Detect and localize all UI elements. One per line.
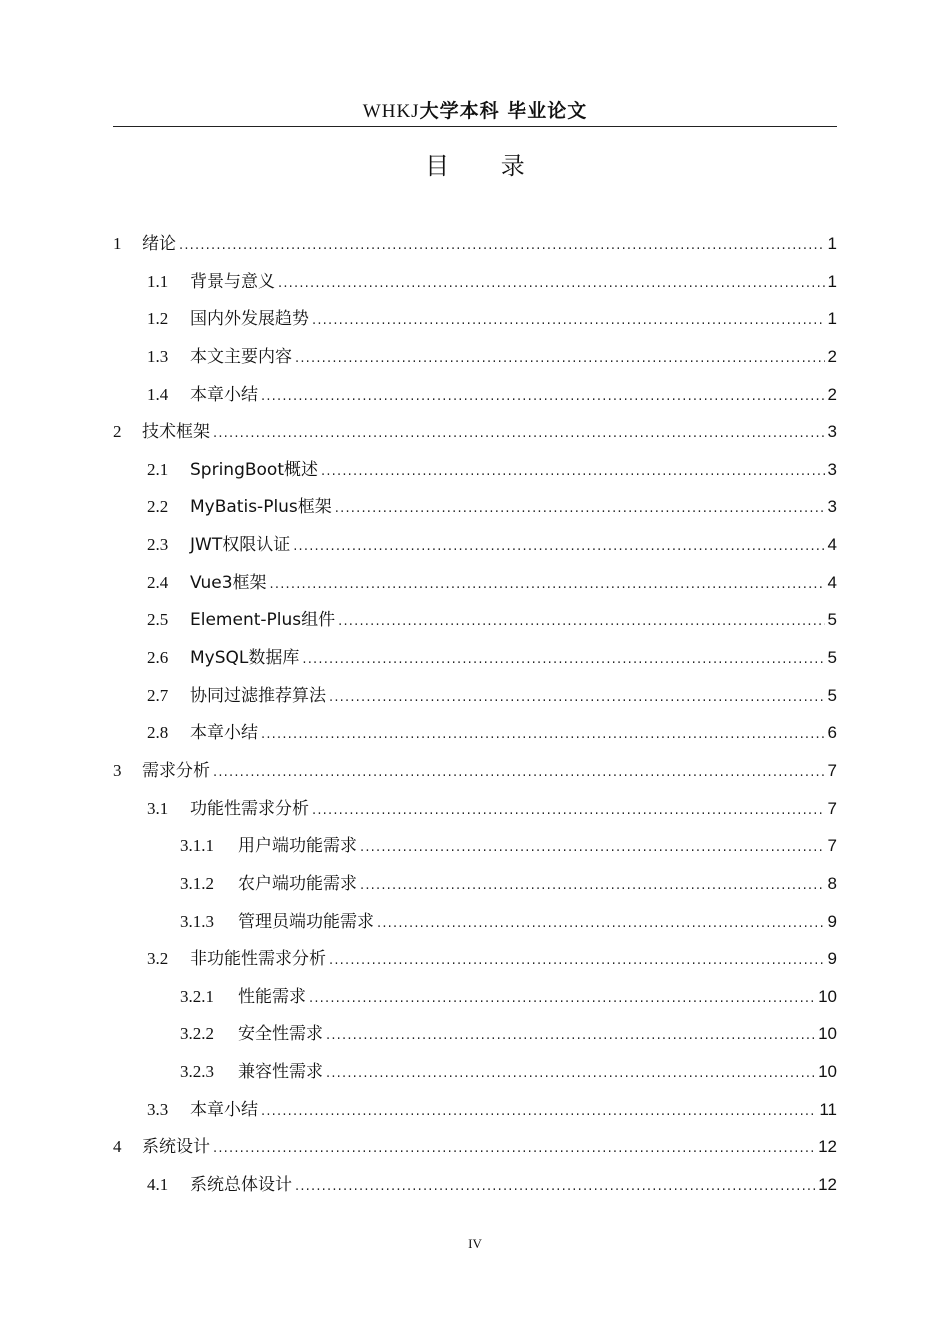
toc-leader-dots xyxy=(213,415,825,453)
toc-leader-dots xyxy=(312,792,825,830)
toc-leader-dots xyxy=(278,265,825,303)
toc-entry-title: 本章小结 xyxy=(190,384,258,405)
toc-leader-dots xyxy=(261,716,825,754)
toc-entry[interactable] xyxy=(113,376,837,414)
toc-entry-title: JWT权限认证 xyxy=(190,535,291,556)
toc-entry-number: 1.2 xyxy=(147,309,169,329)
toc-leader-dots xyxy=(179,227,825,265)
toc-entry-title: MySQL数据库 xyxy=(190,648,300,669)
toc-entry[interactable] xyxy=(113,865,837,903)
toc-entry-number: 3.1 xyxy=(147,798,169,818)
toc-entry-page: 9 xyxy=(827,949,837,969)
toc-entry[interactable] xyxy=(113,225,837,263)
toc-entry-title: 绪论 xyxy=(142,234,176,254)
header-latin: WHKJ xyxy=(362,101,420,122)
toc-leader-dots xyxy=(213,1130,815,1168)
toc-entry[interactable] xyxy=(113,263,837,301)
toc-leader-dots xyxy=(309,980,815,1018)
toc-entry-page: 7 xyxy=(827,798,837,818)
header-title: 大学本科 毕业论文 xyxy=(419,100,588,122)
toc-entry[interactable] xyxy=(113,790,837,828)
toc-leader-dots xyxy=(312,302,825,340)
toc-entry-page: 3 xyxy=(827,497,837,517)
toc-leader-dots xyxy=(295,340,825,378)
toc-leader-dots xyxy=(261,378,825,416)
toc-entry-number: 4.1 xyxy=(147,1175,169,1195)
toc-entry[interactable] xyxy=(113,564,837,602)
toc-entry-number: 2.8 xyxy=(147,723,169,743)
toc-entry-title: 本文主要内容 xyxy=(190,346,292,367)
toc-entry-number: 2.3 xyxy=(147,535,169,555)
toc-leader-dots xyxy=(335,490,825,528)
toc-entry[interactable] xyxy=(113,903,837,941)
page-number: IV xyxy=(468,1236,482,1251)
toc-entry-title: 安全性需求 xyxy=(238,1024,323,1045)
toc-entry-page: 1 xyxy=(827,309,837,329)
toc-entry-page: 12 xyxy=(818,1137,837,1157)
toc-entry-page: 5 xyxy=(827,610,837,630)
toc-leader-dots xyxy=(326,1055,815,1093)
toc-entry-page: 1 xyxy=(827,271,837,291)
toc-entry-number: 2.5 xyxy=(147,610,169,630)
toc-entry-number: 2.1 xyxy=(147,459,169,479)
toc-entry-title: 性能需求 xyxy=(238,986,306,1007)
toc-entry-page: 7 xyxy=(827,760,837,780)
toc-entry-page: 3 xyxy=(827,422,837,442)
toc-entry[interactable] xyxy=(113,677,837,715)
toc-entry[interactable] xyxy=(113,413,837,451)
toc-entry-number: 4 xyxy=(113,1137,122,1157)
toc-entry-title: 系统总体设计 xyxy=(190,1175,292,1196)
toc-entry[interactable] xyxy=(113,1015,837,1053)
toc-leader-dots xyxy=(338,603,824,641)
toc-entry-title: 农户端功能需求 xyxy=(238,873,357,894)
toc-entry-number: 3.1.2 xyxy=(180,873,214,893)
toc-entry-number: 3.2.2 xyxy=(180,1024,214,1044)
toc-entry-page: 8 xyxy=(827,873,837,893)
toc-entry-page: 4 xyxy=(827,535,837,555)
toc-entry-number: 3.2 xyxy=(147,949,169,969)
toc-entry-number: 1.1 xyxy=(147,271,169,291)
toc-entry-page: 3 xyxy=(827,459,837,479)
toc-leader-dots xyxy=(270,566,825,604)
toc-entry-page: 10 xyxy=(818,1024,837,1044)
toc-entry[interactable] xyxy=(113,940,837,978)
toc-entry-title: 协同过滤推荐算法 xyxy=(190,685,326,706)
toc-entry[interactable] xyxy=(113,1091,837,1129)
toc-entry-page: 12 xyxy=(818,1175,837,1195)
toc-entry-page: 9 xyxy=(827,911,837,931)
toc-title: 目 录 xyxy=(425,152,547,180)
toc-entry[interactable] xyxy=(113,752,837,790)
toc-entry[interactable] xyxy=(113,488,837,526)
toc-entry-page: 6 xyxy=(827,723,837,743)
toc-entry-title: Vue3框架 xyxy=(190,572,267,593)
toc-leader-dots xyxy=(360,829,825,867)
toc-entry-title: 本章小结 xyxy=(190,723,258,744)
toc-entry-number: 1 xyxy=(113,234,122,253)
toc-leader-dots xyxy=(295,1168,815,1206)
toc-entry-title: 系统设计 xyxy=(142,1137,210,1158)
toc-entry-number: 3.2.1 xyxy=(180,986,214,1006)
toc-leader-dots xyxy=(293,528,824,566)
toc-leader-dots xyxy=(329,679,825,717)
toc-entry-title: MyBatis-Plus框架 xyxy=(190,497,332,518)
toc-entry[interactable] xyxy=(113,1128,837,1166)
toc-entry-page: 5 xyxy=(827,648,837,668)
toc-entry-title: 本章小结 xyxy=(190,1099,258,1120)
toc-entry-title: 非功能性需求分析 xyxy=(190,949,326,970)
toc-entry[interactable] xyxy=(113,714,837,752)
toc-entry-title: 功能性需求分析 xyxy=(190,798,309,819)
toc-entry-page: 2 xyxy=(827,384,837,404)
toc-leader-dots xyxy=(302,641,824,679)
toc-entry-page: 10 xyxy=(818,1062,837,1082)
toc-entry-page: 2 xyxy=(827,346,837,366)
toc-entry-number: 3.2.3 xyxy=(180,1062,214,1082)
toc-entry-title: 管理员端功能需求 xyxy=(238,911,374,932)
toc-entry-page: 4 xyxy=(827,572,837,592)
toc-entry-number: 2.4 xyxy=(147,572,169,592)
toc-entry-number: 3.1.1 xyxy=(180,836,214,856)
toc-entry-page: 1 xyxy=(827,234,837,253)
toc-entry-page: 10 xyxy=(818,986,837,1006)
toc-entry-title: 需求分析 xyxy=(142,760,210,781)
toc-leader-dots xyxy=(360,867,825,905)
toc-entry-title: Element-Plus组件 xyxy=(190,610,336,631)
toc-entry-title: 背景与意义 xyxy=(190,271,275,292)
toc-entry-number: 3.3 xyxy=(147,1099,169,1119)
toc-entry[interactable] xyxy=(113,300,837,338)
toc-leader-dots xyxy=(261,1093,816,1131)
toc-entry-page: 7 xyxy=(827,836,837,856)
toc-leader-dots xyxy=(213,754,825,792)
toc-entry-number: 2.2 xyxy=(147,497,169,517)
toc-entry-page: 11 xyxy=(819,1099,837,1119)
toc-entry[interactable] xyxy=(113,601,837,639)
toc-entry[interactable] xyxy=(113,451,837,489)
toc-entry-number: 2.7 xyxy=(147,685,169,705)
toc-entry-number: 1.4 xyxy=(147,384,169,404)
toc-entry[interactable] xyxy=(113,978,837,1016)
toc-entry-title: 技术框架 xyxy=(142,422,210,443)
toc-entry[interactable] xyxy=(113,1053,837,1091)
table-of-contents xyxy=(113,225,837,1204)
toc-leader-dots xyxy=(329,942,825,980)
header-rule xyxy=(113,126,837,127)
toc-entry-number: 1.3 xyxy=(147,346,169,366)
toc-entry[interactable] xyxy=(113,639,837,677)
toc-entry-number: 2.6 xyxy=(147,648,169,668)
toc-entry[interactable] xyxy=(113,1166,837,1204)
toc-entry[interactable] xyxy=(113,526,837,564)
toc-entry-title: 国内外发展趋势 xyxy=(190,309,309,330)
toc-leader-dots xyxy=(321,453,825,491)
toc-entry-title: 用户端功能需求 xyxy=(238,836,357,857)
page-header xyxy=(113,98,837,125)
toc-leader-dots xyxy=(377,905,825,943)
toc-leader-dots xyxy=(326,1017,815,1055)
toc-entry-title: SpringBoot概述 xyxy=(190,459,318,480)
toc-entry[interactable] xyxy=(113,827,837,865)
toc-entry-number: 3 xyxy=(113,760,122,780)
toc-entry-title: 兼容性需求 xyxy=(238,1062,323,1083)
toc-entry-page: 5 xyxy=(827,685,837,705)
toc-entry-number: 3.1.3 xyxy=(180,911,214,931)
toc-entry[interactable] xyxy=(113,338,837,376)
toc-entry-number: 2 xyxy=(113,422,122,442)
